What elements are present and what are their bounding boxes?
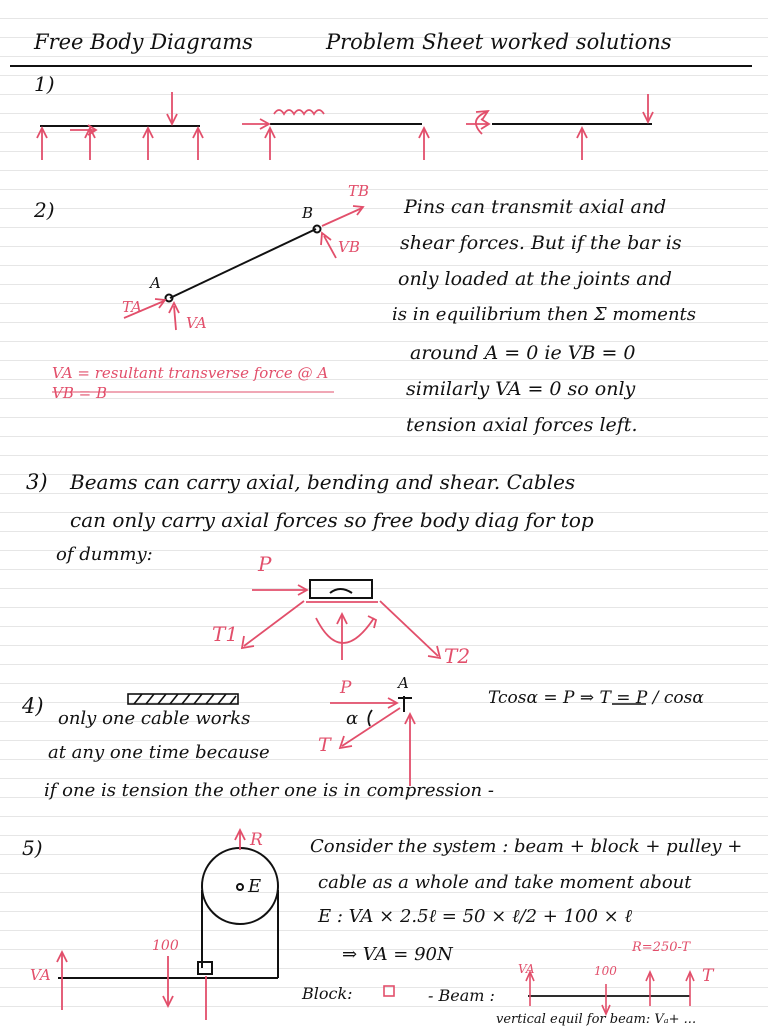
- q4-text-2: at any one time because: [48, 742, 270, 763]
- q3-number: 3): [26, 470, 48, 494]
- q2-text-7: tension axial forces left.: [406, 414, 638, 436]
- q5-beam-label: - Beam :: [428, 986, 495, 1005]
- q5-small-label-R: R=250-T: [632, 940, 691, 955]
- q2-forces: [124, 206, 363, 330]
- q4-text-3: if one is tension the other one is in compression -: [44, 780, 494, 801]
- q5-label-E: E: [248, 876, 262, 897]
- q2-text-3: only loaded at the joints and: [398, 268, 672, 290]
- q2-text-1: Pins can transmit axial and: [404, 196, 667, 218]
- q2-label-VB: VB: [338, 238, 360, 256]
- q5-label-R: R: [250, 830, 263, 850]
- q4-number: 4): [22, 694, 44, 718]
- q2-note-line-2: VB = B: [52, 384, 107, 402]
- q5-label-VA: VA: [30, 966, 51, 984]
- q5-small-label-100: 100: [594, 964, 617, 978]
- q2-label-B: B: [302, 204, 314, 222]
- q2-label-TB: TB: [348, 182, 370, 200]
- q2-label-VA: VA: [186, 314, 207, 332]
- q2-note-line-1: VA = resultant transverse force @ A: [52, 364, 329, 382]
- q5-text-1: Consider the system : beam + block + pulley +: [310, 836, 743, 857]
- q2-label-A: A: [150, 274, 161, 292]
- q4-text-1: only one cable works: [58, 708, 251, 729]
- q2-text-6: similarly VA = 0 so only: [406, 378, 636, 400]
- q3-forces: [242, 585, 440, 660]
- q5-forces: [57, 830, 245, 1020]
- q2-bar: [166, 226, 321, 302]
- q1-beam-2-forces: [242, 110, 429, 160]
- q5-text-3: E : VA × 2.5ℓ = 50 × ℓ/2 + 100 × ℓ: [318, 906, 632, 927]
- q3-label-T2: T2: [444, 644, 471, 668]
- q5-small-label-T: T: [702, 966, 714, 986]
- q3-top-block: [310, 580, 372, 598]
- q5-pulley: [198, 848, 278, 978]
- q3-label-P: P: [258, 552, 272, 576]
- header-title: Free Body Diagrams: [34, 30, 253, 54]
- q4-ceiling: [128, 694, 238, 704]
- q4-label-A: A: [398, 674, 409, 692]
- q5-block-label: Block:: [302, 984, 353, 1003]
- q3-text-2: can only carry axial forces so free body diag for top: [70, 508, 594, 532]
- q2-label-TA: TA: [122, 298, 143, 316]
- q5-text-2: cable as a whole and take moment about: [318, 872, 692, 893]
- q4-joint: [398, 696, 412, 712]
- q5-small-label-VA: VA: [518, 962, 535, 976]
- header-subtitle: Problem Sheet worked solutions: [326, 30, 672, 54]
- q4-forces: [330, 698, 415, 786]
- q4-label-P: P: [340, 678, 352, 698]
- q5-number: 5): [22, 836, 43, 860]
- q4-label-alpha: α: [346, 708, 359, 729]
- q3-text-1: Beams can carry axial, bending and shear. Cables: [70, 470, 576, 494]
- q2-text-4: is in equilibrium then Σ moments: [392, 304, 697, 325]
- q3-text-3: of dummy:: [56, 544, 153, 565]
- q3-label-T1: T1: [212, 622, 239, 646]
- q5-text-4: ⇒ VA = 90N: [342, 944, 453, 965]
- q5-bottom-cut-text: vertical equil for beam: Vₐ+ ...: [496, 1012, 697, 1027]
- q5-label-100: 100: [152, 938, 179, 954]
- q1-number: 1): [34, 72, 55, 96]
- q2-text-5: around A = 0 ie VB = 0: [410, 342, 636, 364]
- q4-label-T: T: [318, 734, 331, 756]
- q1-beam-3-forces: [466, 94, 653, 160]
- q2-text-2: shear forces. But if the bar is: [400, 232, 682, 254]
- q4-equation: Tcosα = P ⇒ T = P / cosα: [488, 688, 704, 708]
- q2-number: 2): [34, 198, 55, 222]
